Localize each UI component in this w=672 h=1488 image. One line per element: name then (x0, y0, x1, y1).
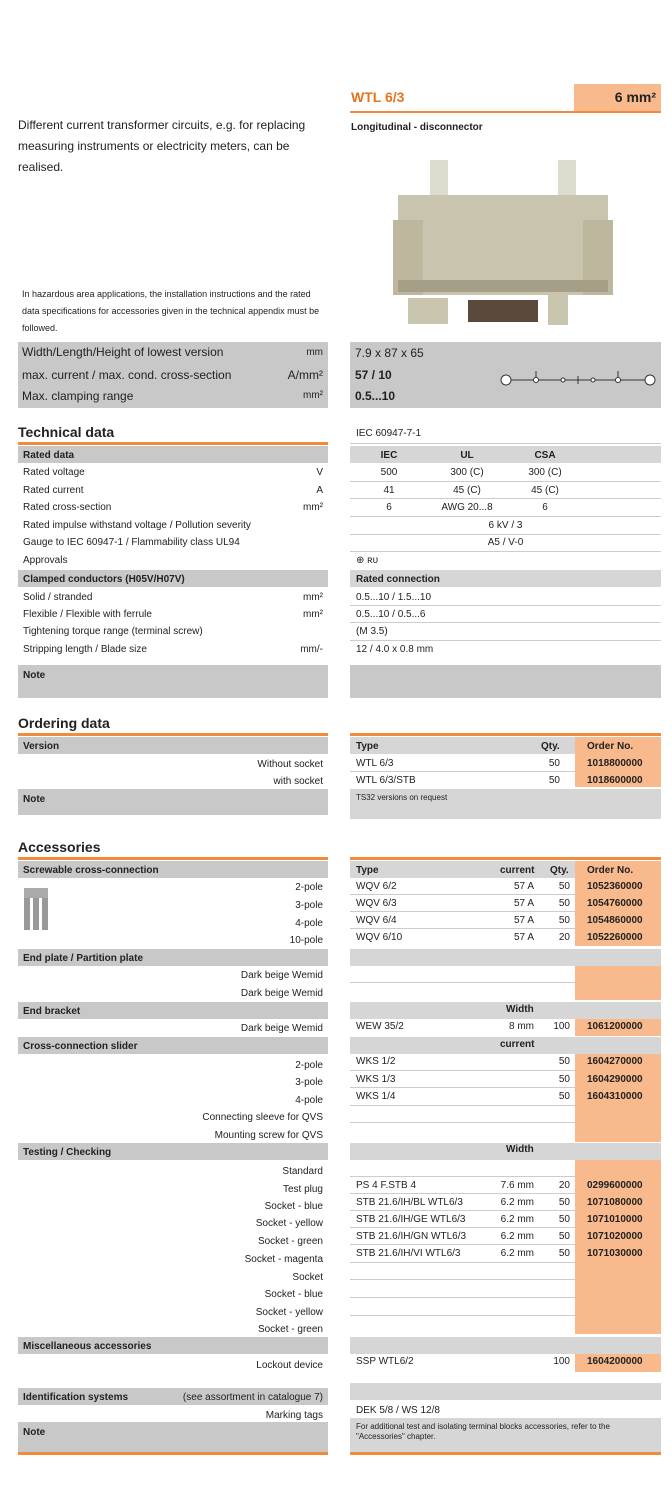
acc-current-col: current (500, 865, 535, 876)
order-type: WTL 6/3/STB (356, 775, 416, 786)
ordering-type-col: Type (356, 741, 379, 752)
rated-voltage-ul: 300 (C) (450, 467, 484, 478)
endbracket-heading: End bracket (23, 1006, 81, 1017)
rated-voltage-csa: 300 (C) (528, 467, 562, 478)
rated-cross-ul: AWG 20...8 (441, 502, 493, 513)
test-desc: Socket - blue (264, 1201, 323, 1212)
flexible-unit: mm² (303, 609, 323, 620)
hazard-text: In hazardous area applications, the installation instructions and the rated data specifications for accessories given in the technical appendix must be followed. (22, 289, 320, 333)
cross-desc: 3-pole (295, 900, 323, 911)
solid-value: 0.5...10 / 1.5...10 (356, 592, 432, 603)
technical-title: Technical data (18, 424, 115, 440)
misc-type: SSP WTL6/2 (356, 1356, 414, 1367)
summary-value: 7.9 x 87 x 65 (355, 346, 424, 360)
test-desc: Socket (292, 1272, 323, 1283)
test-width: 6.2 mm (500, 1214, 534, 1225)
bracket-qty: 100 (553, 1021, 570, 1032)
test-order[interactable]: 1071020000 (587, 1231, 643, 1242)
slider-current-col: current (500, 1039, 535, 1050)
product-image (388, 150, 620, 332)
product-subtitle: Longitudinal - disconnector (351, 122, 483, 133)
summary-label: Width/Length/Height of lowest version (22, 345, 224, 359)
cross-type: WQV 6/2 (356, 881, 397, 892)
slider-qty: 50 (558, 1091, 570, 1102)
stripping-unit: mm/- (300, 644, 323, 655)
rated-current-iec: 41 (383, 485, 395, 496)
test-order[interactable]: 1071010000 (587, 1214, 643, 1225)
test-desc: Socket - yellow (255, 1307, 323, 1318)
accessories-note: Note (23, 1427, 46, 1438)
ordering-note-text: TS32 versions on request (356, 793, 448, 802)
standard: IEC 60947-7-1 (356, 428, 422, 439)
slider-type: WKS 1/2 (356, 1056, 396, 1067)
rated-current-label: Rated current (23, 485, 84, 496)
ident-heading: Identification systems (23, 1392, 129, 1403)
solid-label: Solid / stranded (23, 592, 93, 603)
order-qty: 50 (548, 758, 560, 769)
test-qty: 50 (558, 1214, 570, 1225)
summary-unit: mm (306, 347, 323, 358)
cross-type: WQV 6/10 (356, 932, 403, 943)
test-desc: Test plug (282, 1184, 323, 1195)
rated-current-ul: 45 (C) (453, 485, 481, 496)
test-width: 7.6 mm (500, 1180, 534, 1191)
cross-qty: 50 (558, 898, 570, 909)
cross-connection-image (22, 886, 50, 932)
test-desc: Socket - magenta (244, 1254, 323, 1265)
order-type: WTL 6/3 (356, 758, 394, 769)
rated-cross-label: Rated cross-section (23, 502, 112, 513)
cross-desc: 4-pole (295, 918, 323, 929)
test-type: STB 21.6/IH/GE WTL6/3 (356, 1214, 466, 1225)
misc-heading: Miscellaneous accessories (23, 1341, 152, 1352)
test-desc: Socket - blue (264, 1289, 323, 1300)
bracket-type: WEW 35/2 (356, 1021, 404, 1032)
cross-order[interactable]: 1054760000 (587, 898, 643, 909)
test-width: 6.2 mm (500, 1197, 534, 1208)
test-type: STB 21.6/IH/GN WTL6/3 (356, 1231, 467, 1242)
test-order[interactable]: 0299600000 (587, 1180, 643, 1191)
cross-desc: 2-pole (295, 882, 323, 893)
product-size: 6 mm² (614, 89, 656, 105)
test-type: STB 21.6/IH/VI WTL6/3 (356, 1248, 461, 1259)
rated-cross-csa: 6 (542, 502, 548, 513)
testing-width-col: Width (506, 1144, 534, 1155)
summary-label: Max. clamping range (22, 389, 134, 403)
cross-qty: 50 (558, 915, 570, 926)
test-type: PS 4 F.STB 4 (356, 1180, 417, 1191)
order-no[interactable]: 1018600000 (587, 775, 643, 786)
approvals-marks: ⊕ ʀᴜ (356, 555, 379, 566)
test-qty: 50 (558, 1248, 570, 1259)
solid-unit: mm² (303, 592, 323, 603)
col-ul: UL (460, 450, 474, 461)
summary-unit: A/mm² (287, 368, 323, 382)
cross-order[interactable]: 1054860000 (587, 915, 643, 926)
slider-desc: 4-pole (295, 1095, 323, 1106)
cross-type: WQV 6/4 (356, 915, 397, 926)
bracket-width: 8 mm (509, 1021, 534, 1032)
acc-order-col: Order No. (587, 865, 634, 876)
misc-qty: 100 (553, 1356, 570, 1367)
endplate-desc: Dark beige Wemid (240, 988, 323, 999)
col-iec: IEC (380, 450, 398, 461)
misc-order[interactable]: 1604200000 (587, 1356, 643, 1367)
misc-desc: Lockout device (256, 1360, 323, 1371)
rated-cross-iec: 6 (386, 502, 392, 513)
gauge-label: Gauge to IEC 60947-1 / Flammability class UL94 (23, 537, 240, 548)
test-type: STB 21.6/IH/BL WTL6/3 (356, 1197, 463, 1208)
cross-current: 57 A (513, 881, 534, 892)
test-order[interactable]: 1071080000 (587, 1197, 643, 1208)
slider-heading: Cross-connection slider (23, 1041, 138, 1052)
version-heading: Version (23, 741, 60, 752)
endplate-desc: Dark beige Wemid (240, 970, 323, 981)
impulse-value: 6 kV / 3 (488, 520, 523, 531)
cross-current: 57 A (513, 915, 534, 926)
slider-extra: Mounting screw for QVS (214, 1130, 323, 1141)
ident-desc: Marking tags (265, 1410, 323, 1421)
test-desc: Standard (282, 1166, 323, 1177)
cross-order[interactable]: 1052360000 (587, 881, 643, 892)
bracket-order[interactable]: 1061200000 (587, 1021, 643, 1032)
col-csa: CSA (534, 450, 556, 461)
rated-voltage-unit: V (316, 467, 323, 478)
order-no[interactable]: 1018800000 (587, 758, 643, 769)
accessories-title: Accessories (18, 839, 101, 855)
screwable-heading: Screwable cross-connection (23, 865, 159, 876)
rated-current-csa: 45 (C) (531, 485, 559, 496)
stripping-value: 12 / 4.0 x 0.8 mm (356, 644, 434, 655)
impulse-label: Rated impulse withstand voltage / Pollution severity (23, 520, 251, 531)
ordering-order-col: Order No. (587, 741, 634, 752)
slider-order[interactable]: 1604290000 (587, 1074, 643, 1085)
flexible-label: Flexible / Flexible with ferrule (23, 609, 152, 620)
stripping-label: Stripping length / Blade size (23, 644, 147, 655)
order-qty: 50 (548, 775, 560, 786)
torque-value: (M 3.5) (356, 626, 388, 637)
slider-desc: 2-pole (295, 1060, 323, 1071)
acc-qty-col: Qty. (550, 865, 569, 876)
summary-unit: mm² (303, 390, 323, 401)
technical-note: Note (23, 670, 46, 681)
intro-text: Different current transformer circuits, e.g. for replacing measuring instruments or electricity meters, can be realised. (18, 118, 306, 174)
test-desc: Socket - green (257, 1236, 323, 1247)
cross-qty: 50 (558, 881, 570, 892)
summary-value: 0.5...10 (355, 389, 396, 403)
ordering-qty-col: Qty. (541, 741, 560, 752)
cross-current: 57 A (513, 898, 534, 909)
test-desc: Socket - green (257, 1324, 323, 1335)
ident-type: DEK 5/8 / WS 12/8 (356, 1405, 440, 1416)
cross-current: 57 A (513, 932, 534, 943)
test-width: 6.2 mm (500, 1248, 534, 1259)
rated-data-heading: Rated data (23, 450, 75, 461)
rated-voltage-label: Rated voltage (23, 467, 85, 478)
summary-value: 57 / 10 (355, 368, 392, 382)
test-qty: 20 (558, 1180, 570, 1191)
endplate-heading: End plate / Partition plate (23, 953, 144, 964)
flexible-value: 0.5...10 / 0.5...6 (356, 609, 426, 620)
ident-ref: (see assortment in catalogue 7) (182, 1392, 323, 1403)
slider-qty: 50 (558, 1074, 570, 1085)
bracket-desc: Dark beige Wemid (240, 1023, 323, 1034)
test-qty: 50 (558, 1197, 570, 1208)
cross-desc: 10-pole (289, 935, 323, 946)
test-width: 6.2 mm (500, 1231, 534, 1242)
rated-current-unit: A (316, 485, 323, 496)
order-desc: with socket (273, 776, 323, 787)
summary-label: max. current / max. cond. cross-section (22, 368, 232, 382)
ordering-title: Ordering data (18, 715, 110, 731)
gauge-value: A5 / V-0 (487, 537, 524, 548)
cross-qty: 20 (558, 932, 570, 943)
slider-extra: Connecting sleeve for QVS (202, 1112, 323, 1123)
slider-type: WKS 1/4 (356, 1091, 396, 1102)
slider-type: WKS 1/3 (356, 1074, 396, 1085)
rated-cross-unit: mm² (303, 502, 323, 513)
rated-connection-heading: Rated connection (356, 574, 440, 585)
test-qty: 50 (558, 1231, 570, 1242)
test-desc: Socket - yellow (255, 1218, 323, 1229)
width-col: Width (506, 1004, 534, 1015)
testing-heading: Testing / Checking (23, 1147, 112, 1158)
slider-order[interactable]: 1604270000 (587, 1056, 643, 1067)
circuit-symbol (498, 367, 658, 389)
slider-qty: 50 (558, 1056, 570, 1067)
torque-label: Tightening torque range (terminal screw) (23, 626, 203, 637)
cross-type: WQV 6/3 (356, 898, 397, 909)
product-title: WTL 6/3 (351, 89, 405, 105)
cross-order[interactable]: 1052260000 (587, 932, 643, 943)
slider-desc: 3-pole (295, 1077, 323, 1088)
ordering-note: Note (23, 794, 46, 805)
slider-order[interactable]: 1604310000 (587, 1091, 643, 1102)
approvals-label: Approvals (23, 555, 68, 566)
test-order[interactable]: 1071030000 (587, 1248, 643, 1259)
rated-voltage-iec: 500 (380, 467, 398, 478)
accessories-note-text: For additional test and isolating terminal blocks accessories, refer to the "Accessories" chapter. (356, 1422, 610, 1441)
clamped-heading: Clamped conductors (H05V/H07V) (23, 574, 185, 585)
acc-type-col: Type (356, 865, 379, 876)
order-desc: Without socket (257, 759, 323, 770)
